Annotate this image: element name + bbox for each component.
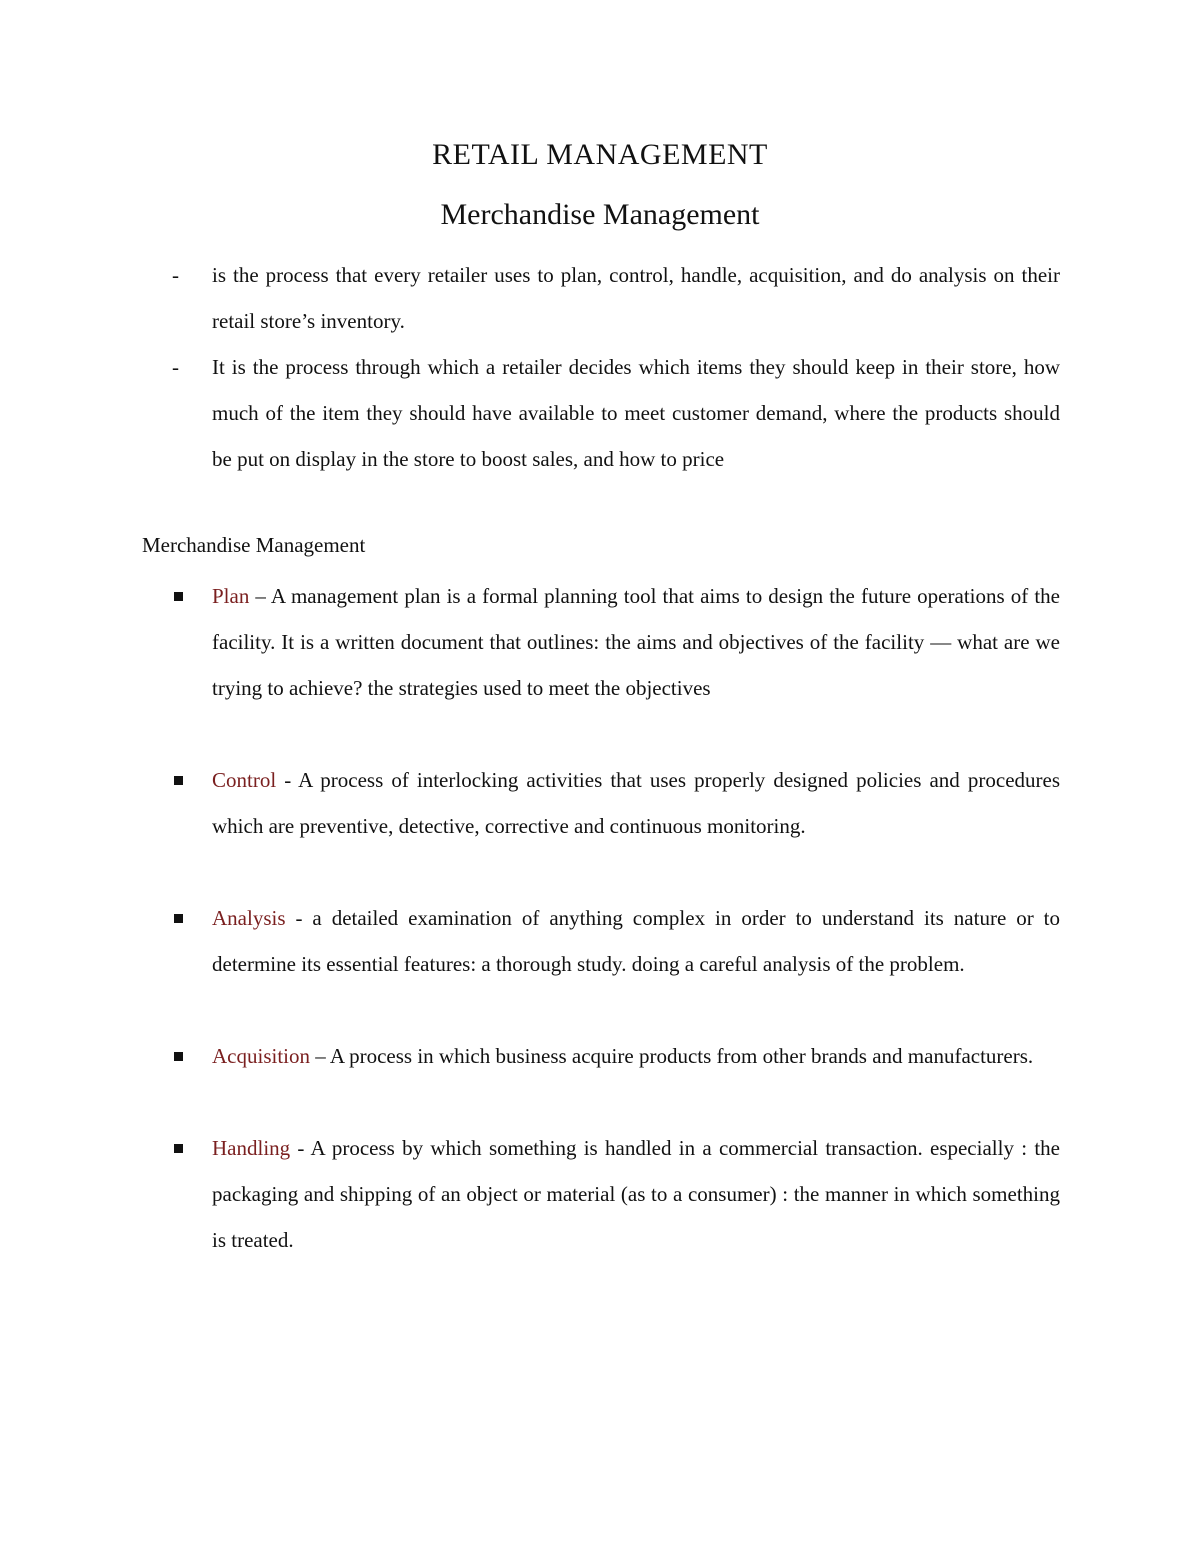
bullet-separator: – <box>249 584 271 608</box>
bullet-separator: - <box>285 906 313 930</box>
bullet-term: Control <box>212 768 277 792</box>
bullet-text: A process in which business acquire products from other brands and manufacturers. <box>329 1044 1034 1068</box>
document-title: RETAIL MANAGEMENT <box>432 138 768 171</box>
bullet-text: A process by which something is handled in a commercial transaction. especially : the packaging and shipping of an object or material (as to a consumer) : the manner in which something is treated. <box>212 1136 1060 1252</box>
intro-list <box>172 252 1060 482</box>
bullet-list <box>172 573 1060 1309</box>
document-subtitle: Merchandise Management <box>440 198 760 231</box>
dash-marker: - <box>172 263 179 287</box>
bullet-term: Acquisition <box>212 1044 310 1068</box>
bullet-item-acquisition <box>172 1033 1060 1079</box>
square-bullet-icon <box>174 1052 183 1061</box>
bullet-text: a detailed examination of anything complex in order to understand its nature or to determine its essential features: a thorough study. doing a careful analysis of the problem. <box>212 906 1061 976</box>
square-bullet-icon <box>174 1144 183 1153</box>
bullet-item-control <box>172 757 1060 849</box>
bullet-text: A process of interlocking activities that uses properly designed policies and procedures which are preventive, detective, corrective and continuous monitoring. <box>212 768 1060 838</box>
list-item <box>172 344 1060 482</box>
bullet-term: Plan <box>212 584 250 608</box>
square-bullet-icon <box>174 592 183 601</box>
bullet-term: Analysis <box>212 906 286 930</box>
bullet-separator: - <box>290 1136 311 1160</box>
list-item <box>172 252 1060 344</box>
bullet-item-handling <box>172 1125 1060 1263</box>
section-heading: Merchandise Management <box>142 533 366 557</box>
bullet-item-analysis <box>172 895 1060 987</box>
list-item-text: It is the process through which a retailer decides which items they should keep in their store, how much of the item they should have available to meet customer demand, where the products should be put on display in the store to boost sales, and how to price <box>212 355 1060 471</box>
square-bullet-icon <box>174 914 183 923</box>
list-item-text: is the process that every retailer uses to plan, control, handle, acquisition, and do analysis on their retail store’s inventory. <box>212 263 1060 333</box>
bullet-term: Handling <box>212 1136 291 1160</box>
bullet-separator: - <box>276 768 299 792</box>
bullet-text: A management plan is a formal planning tool that aims to design the future operations of the facility. It is a written document that outlines: the aims and objectives of the facility — what are we trying to achieve? the strategies used to meet the objectives <box>212 584 1060 700</box>
bullet-item-plan <box>172 573 1060 711</box>
bullet-separator: – <box>310 1044 330 1068</box>
square-bullet-icon <box>174 776 183 785</box>
dash-marker: - <box>172 355 179 379</box>
